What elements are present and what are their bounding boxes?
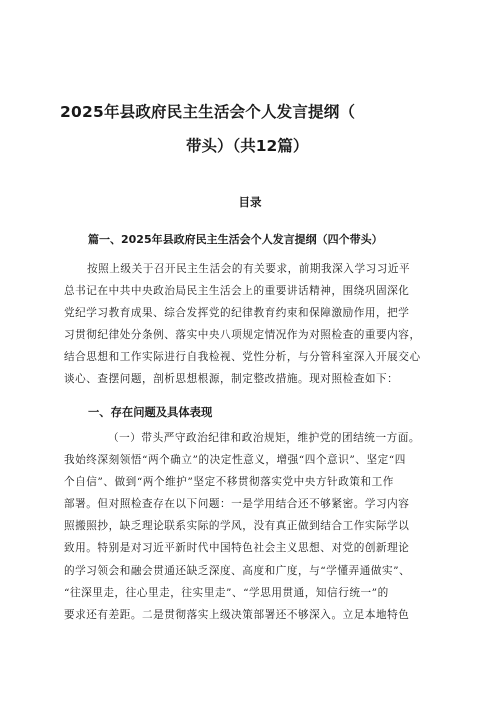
paragraph-line: 我始终深刻领悟“两个确立”的决定性意义，增强“四个意识”、坚定“四 xyxy=(64,454,406,467)
paragraph-line: 总书记在中共中央政治局民主生活会上的重要讲话精神，围绕巩固深化 xyxy=(64,285,410,298)
paragraph-line: 的学习领会和融会贯通还缺乏深度、高度和广度，与“学懂弄通做实”、 xyxy=(64,564,411,577)
paragraph-line: 致用。特别是对习近平新时代中国特色社会主义思想、对党的创新理论 xyxy=(64,542,410,555)
section-heading: 一、存在问题及具体表现 xyxy=(88,406,213,419)
table-of-contents-heading: 目录 xyxy=(238,195,262,209)
paragraph-line: 照搬照抄，缺乏理论联系实际的学风，没有真正做到结合工作实际学以 xyxy=(64,520,410,533)
paragraph-line: 部署。但对照检查存在以下问题：一是学用结合还不够紧密。学习内容 xyxy=(64,498,410,511)
paragraph-line: 党纪学习教育成果、综合发挥党的纪律教育约束和保障激励作用，把学 xyxy=(64,307,410,320)
body-paragraph xyxy=(64,427,460,626)
paragraph-line: 结合思想和工作实际进行自我检视、党性分析，与分管科室深入开展交心 xyxy=(64,351,421,364)
subsection-line: （一）带头严守政治纪律和政治规矩，维护党的团结统一方面。 xyxy=(108,432,421,444)
paragraph-line: 习贯彻纪律处分条例、落实中央八项规定情况作为对照检查的重要内容， xyxy=(64,329,421,342)
chapter-title: 篇一、2025年县政府民主生活会个人发言提纲（四个带头） xyxy=(88,233,383,246)
paragraph-line: 按照上级关于召开民主生活会的有关要求，前期我深入学习习近平 xyxy=(87,263,411,275)
intro-paragraph xyxy=(64,258,460,391)
paragraph-line: 谈心、查摆问题，剖析思想根源，制定整改措施。现对照检查如下： xyxy=(64,373,399,386)
document-title-line-1: 2025年县政府民主生活会个人发言提纲（ xyxy=(60,103,356,121)
paragraph-line: 个自信”、做到“两个维护”坚定不移贯彻落实党中央方针政策和工作 xyxy=(64,476,394,489)
paragraph-line: “往深里走，往心里走，往实里走”、“学思用贯通，知信行统一”的 xyxy=(64,586,389,599)
paragraph-line: 要求还有差距。二是贯彻落实上级决策部署还不够深入。立足本地特色 xyxy=(64,608,410,621)
document-title-line-2: 带头）（共12篇） xyxy=(186,137,309,155)
